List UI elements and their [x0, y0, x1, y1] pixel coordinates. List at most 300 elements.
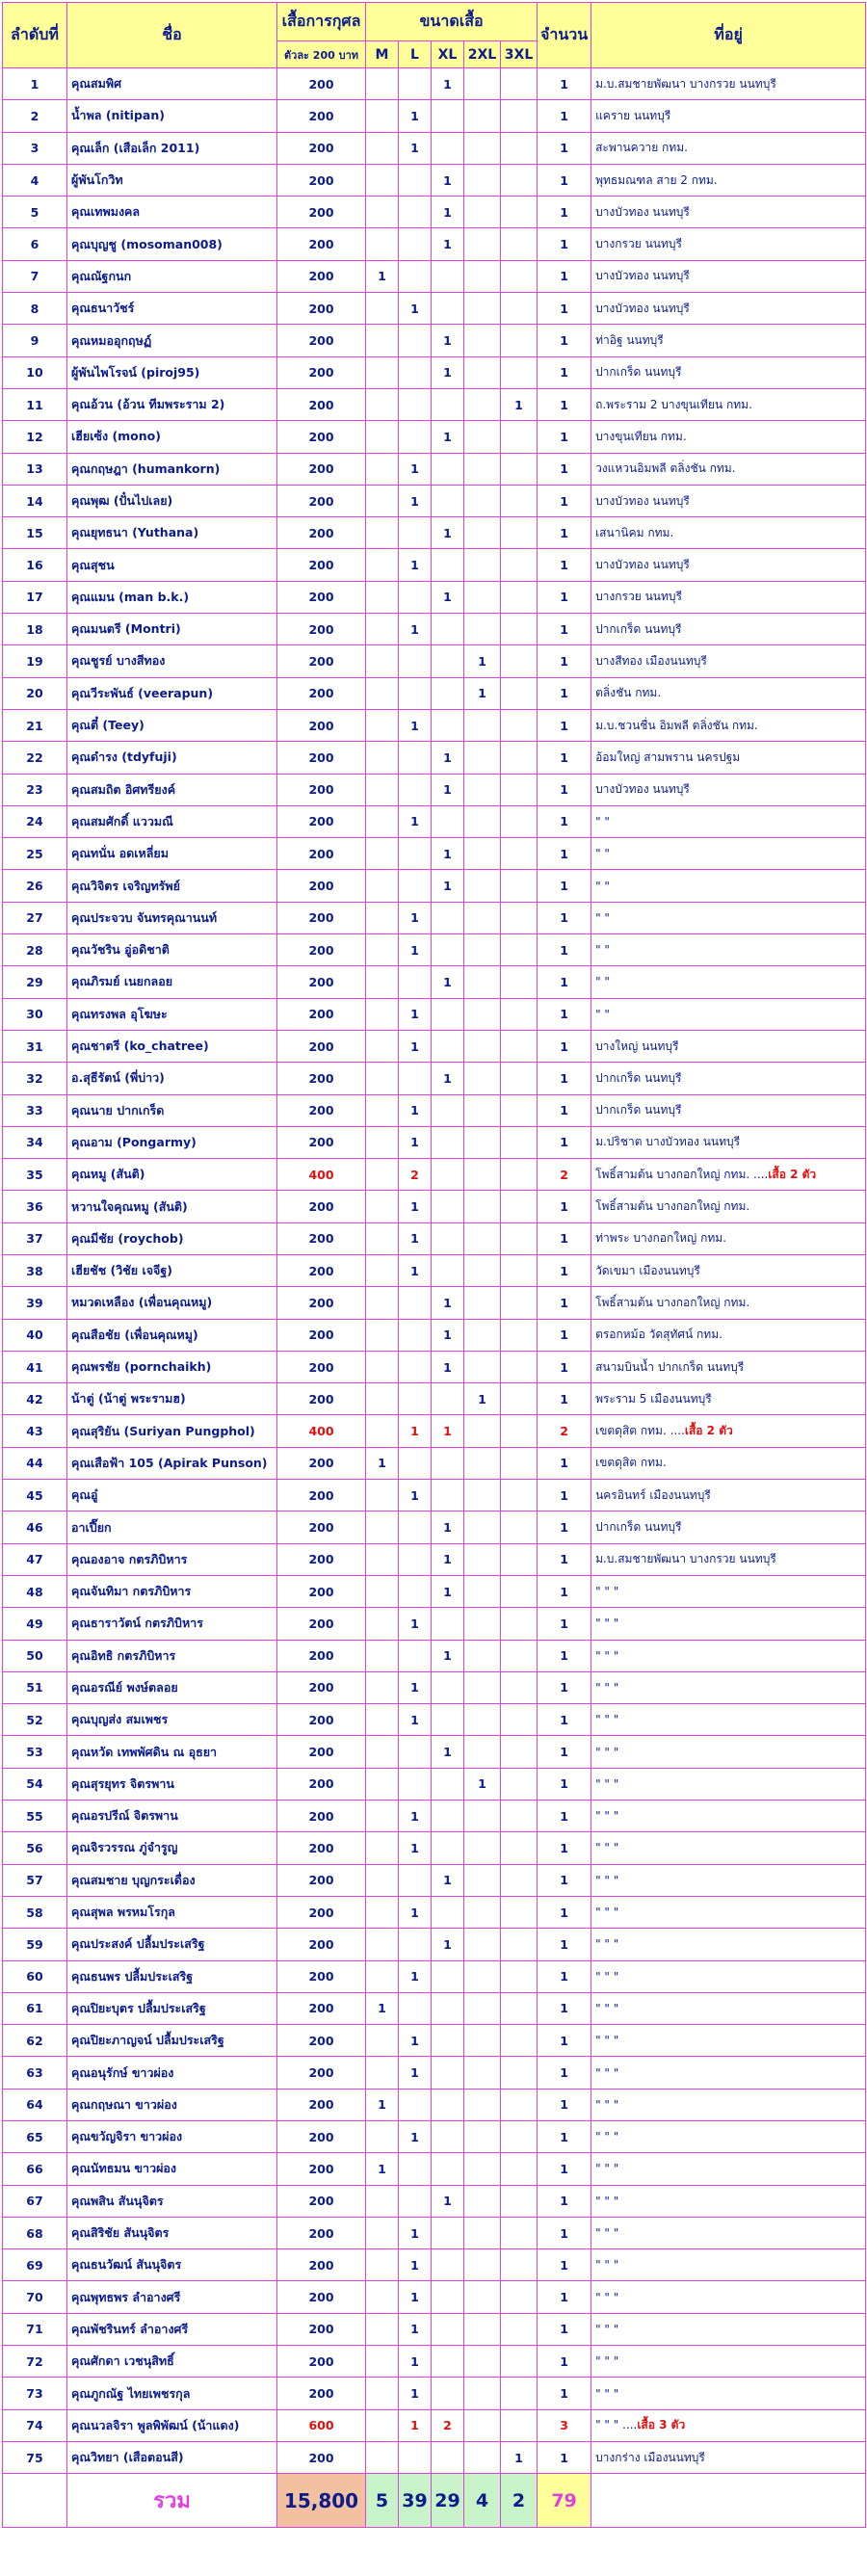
- header-size-3xl: 3XL: [501, 41, 538, 68]
- row-qty: 1: [538, 1575, 591, 1607]
- row-size-3xl: [501, 709, 538, 741]
- row-size-2xl: 1: [464, 645, 501, 677]
- row-address-text: " " ": [595, 1906, 619, 1920]
- row-size-xl: [432, 1768, 464, 1800]
- row-size-xl: [432, 1094, 464, 1126]
- row-size-xl: [432, 1030, 464, 1062]
- row-name: คุณพรชัย (pornchaikh): [67, 1351, 277, 1382]
- row-qty: 1: [538, 1287, 591, 1319]
- row-address: [591, 1511, 866, 1543]
- row-price: 200: [277, 805, 366, 837]
- row-address-text: " " ": [595, 2034, 619, 2048]
- row-qty: 1: [538, 549, 591, 581]
- row-size-l: [399, 2089, 432, 2120]
- row-no: 60: [3, 1960, 67, 1992]
- row-address: [591, 1254, 866, 1286]
- row-price: 200: [277, 1992, 366, 2024]
- row-price: 200: [277, 2281, 366, 2313]
- row-address: [591, 1864, 866, 1896]
- row-price: 200: [277, 1094, 366, 1126]
- row-size-2xl: [464, 421, 501, 453]
- table-row: [3, 1415, 866, 1447]
- row-size-2xl: [464, 2249, 501, 2281]
- row-size-3xl: [501, 1704, 538, 1736]
- row-address-text: บางกรวย นนทบุรี: [595, 237, 682, 251]
- row-price: 200: [277, 1704, 366, 1736]
- row-size-l: [399, 1543, 432, 1575]
- row-qty: 3: [538, 2409, 591, 2441]
- row-qty: 1: [538, 1608, 591, 1640]
- row-no: 68: [3, 2217, 67, 2248]
- row-size-l: 1: [399, 1608, 432, 1640]
- row-size-l: [399, 774, 432, 805]
- row-size-2xl: [464, 1480, 501, 1511]
- row-size-xl: [432, 1191, 464, 1222]
- row-price: 200: [277, 2441, 366, 2473]
- row-size-l: [399, 1063, 432, 1094]
- row-price: 200: [277, 1640, 366, 1671]
- row-name: คุณบุญชู (mosoman008): [67, 228, 277, 260]
- row-no: 4: [3, 164, 67, 196]
- row-no: 59: [3, 1929, 67, 1960]
- table-row: [3, 2249, 866, 2281]
- row-price: 200: [277, 2057, 366, 2089]
- row-size-2xl: [464, 1511, 501, 1543]
- row-size-l: 1: [399, 1191, 432, 1222]
- row-name: คุณธนาวัชร์: [67, 293, 277, 325]
- row-size-3xl: [501, 2153, 538, 2185]
- row-size-3xl: [501, 1254, 538, 1286]
- table-row: [3, 966, 866, 998]
- row-price: 200: [277, 1191, 366, 1222]
- table-row: [3, 453, 866, 485]
- row-size-xl: 1: [432, 1287, 464, 1319]
- row-size-xl: [432, 1960, 464, 1992]
- table-row: [3, 68, 866, 100]
- row-price: 200: [277, 260, 366, 292]
- row-address-text: บางขุนเทียน กทม.: [595, 429, 687, 443]
- row-qty: 1: [538, 2057, 591, 2089]
- row-size-m: [366, 2025, 399, 2057]
- row-size-xl: [432, 2378, 464, 2409]
- row-size-l: 1: [399, 1030, 432, 1062]
- row-address: [591, 1640, 866, 1671]
- row-address-text: ม.บ.ชวนชื่น อิมพลี ตลิ่งชัน กทม.: [595, 718, 758, 732]
- row-size-l: [399, 1736, 432, 1768]
- row-size-3xl: [501, 1094, 538, 1126]
- row-no: 47: [3, 1543, 67, 1575]
- row-address-text: โพธิ์สามต้น บางกอกใหญ่ กทม. ....: [595, 1167, 769, 1181]
- row-size-m: [366, 1063, 399, 1094]
- row-name: คุณวีระพันธ์ (veerapun): [67, 677, 277, 709]
- row-size-m: [366, 1222, 399, 1254]
- row-size-3xl: [501, 902, 538, 933]
- row-qty: 1: [538, 614, 591, 645]
- row-address-text: บางบัวทอง นนทบุรี: [595, 204, 690, 219]
- row-size-l: 1: [399, 805, 432, 837]
- row-address-text: สะพานควาย กทม.: [595, 141, 688, 155]
- row-size-3xl: [501, 581, 538, 613]
- table-row: [3, 164, 866, 196]
- row-address-text: ท่าอิฐ นนทบุรี: [595, 333, 664, 348]
- row-size-2xl: [464, 1929, 501, 1960]
- row-address: [591, 1447, 866, 1479]
- row-name: คุณพสิน สันนุจิตร: [67, 2185, 277, 2217]
- header-size-group: ขนาดเสื้อ: [366, 3, 538, 41]
- row-size-m: [366, 774, 399, 805]
- row-size-m: [366, 2378, 399, 2409]
- row-no: 35: [3, 1159, 67, 1191]
- row-qty: 1: [538, 1063, 591, 1094]
- row-qty: 1: [538, 2313, 591, 2345]
- table-row: [3, 2313, 866, 2345]
- row-size-2xl: [464, 68, 501, 100]
- row-address-text: โพธิ์สามต้น บางกอกใหญ่ กทม.: [595, 1295, 750, 1309]
- row-name: คุณสุรยุทร จิตรพาน: [67, 1768, 277, 1800]
- row-qty: 1: [538, 581, 591, 613]
- row-no: 61: [3, 1992, 67, 2024]
- row-no: 12: [3, 421, 67, 453]
- row-no: 65: [3, 2121, 67, 2153]
- row-price: 200: [277, 228, 366, 260]
- total-row: [3, 2474, 866, 2528]
- row-qty: 1: [538, 228, 591, 260]
- row-name: น้ำพล (nitipan): [67, 100, 277, 132]
- row-size-l: 1: [399, 100, 432, 132]
- header-size-m: M: [366, 41, 399, 68]
- row-price: 200: [277, 2153, 366, 2185]
- header-size-2xl: 2XL: [464, 41, 501, 68]
- row-name: คุณสือชัย (เพื่อนคุณหมู): [67, 1319, 277, 1351]
- row-address: [591, 1832, 866, 1864]
- row-size-2xl: [464, 870, 501, 902]
- row-size-m: [366, 1319, 399, 1351]
- row-price: 200: [277, 1063, 366, 1094]
- table-row: [3, 1543, 866, 1575]
- row-name: คุณนวลจิรา พูลพิพัฒน์ (น้าแดง): [67, 2409, 277, 2441]
- row-price: 200: [277, 1864, 366, 1896]
- row-size-2xl: [464, 902, 501, 933]
- row-qty: 1: [538, 1222, 591, 1254]
- row-address-text: " " ": [595, 2097, 619, 2112]
- row-name: คุณพัชรินทร์ ลำอางศรี: [67, 2313, 277, 2345]
- row-qty: 1: [538, 1832, 591, 1864]
- table-row: [3, 614, 866, 645]
- row-size-2xl: [464, 1415, 501, 1447]
- row-size-xl: 1: [432, 197, 464, 228]
- row-address: [591, 2217, 866, 2248]
- row-address: [591, 1992, 866, 2024]
- table-row: [3, 1704, 866, 1736]
- row-address: [591, 1415, 866, 1447]
- row-address-text: " " ": [595, 1648, 619, 1663]
- row-name: หวานใจคุณหมู (สันติ): [67, 1191, 277, 1222]
- table-row: [3, 2409, 866, 2441]
- row-size-2xl: [464, 1222, 501, 1254]
- row-size-xl: 1: [432, 1640, 464, 1671]
- row-address: [591, 2121, 866, 2153]
- row-no: 56: [3, 1832, 67, 1864]
- row-no: 48: [3, 1575, 67, 1607]
- row-qty: 1: [538, 2121, 591, 2153]
- row-no: 13: [3, 453, 67, 485]
- row-address: [591, 1480, 866, 1511]
- row-size-2xl: [464, 356, 501, 388]
- row-size-xl: 1: [432, 421, 464, 453]
- row-address: [591, 742, 866, 774]
- table-row: [3, 1640, 866, 1671]
- row-size-2xl: [464, 614, 501, 645]
- row-address-text: " " ": [595, 2194, 619, 2208]
- row-name: คุณยุทธนา (Yuthana): [67, 517, 277, 549]
- row-address-text: แคราย นนทบุรี: [595, 108, 671, 122]
- row-name: คุณภูกณัฐ ไทยเพชรกุล: [67, 2378, 277, 2409]
- row-name: คุณกฤษฎา (humankorn): [67, 453, 277, 485]
- row-address: [591, 2281, 866, 2313]
- row-price: 200: [277, 998, 366, 1030]
- row-size-xl: [432, 1671, 464, 1703]
- row-size-xl: [432, 388, 464, 420]
- row-address-text: " ": [595, 975, 610, 989]
- table-row: [3, 1447, 866, 1479]
- row-price: 200: [277, 421, 366, 453]
- row-size-m: [366, 388, 399, 420]
- table-row: [3, 934, 866, 966]
- row-size-l: [399, 388, 432, 420]
- row-size-2xl: [464, 1992, 501, 2024]
- row-size-m: [366, 325, 399, 356]
- row-address-text: " " ": [595, 2001, 619, 2015]
- header-no: ลำดับที่: [3, 3, 67, 68]
- row-no: 41: [3, 1351, 67, 1382]
- row-price: 400: [277, 1415, 366, 1447]
- table-row: [3, 1864, 866, 1896]
- header-size-l: L: [399, 41, 432, 68]
- row-size-l: 1: [399, 2057, 432, 2089]
- row-no: 75: [3, 2441, 67, 2473]
- row-address-text: บางบัวทอง นนทบุรี: [595, 558, 690, 572]
- row-size-2xl: [464, 197, 501, 228]
- row-no: 64: [3, 2089, 67, 2120]
- row-size-2xl: [464, 1640, 501, 1671]
- row-name: คุณอรณีย์ พงษ์ตลอย: [67, 1671, 277, 1703]
- row-size-l: 1: [399, 2025, 432, 2057]
- row-size-2xl: [464, 838, 501, 870]
- row-size-3xl: [501, 1801, 538, 1832]
- row-no: 7: [3, 260, 67, 292]
- row-size-xl: 1: [432, 1575, 464, 1607]
- row-address: [591, 2089, 866, 2120]
- row-name: คุณอู๋: [67, 1480, 277, 1511]
- row-size-3xl: [501, 998, 538, 1030]
- table-row: [3, 1768, 866, 1800]
- row-name: คุณพุฒ (ปั๋นไปเลย): [67, 485, 277, 516]
- row-name: อ.สุธีรัตน์ (พี่บ่าว): [67, 1063, 277, 1094]
- row-size-l: 1: [399, 2217, 432, 2248]
- row-size-3xl: [501, 1640, 538, 1671]
- row-qty: 1: [538, 1126, 591, 1158]
- row-price: 200: [277, 614, 366, 645]
- row-qty: 1: [538, 293, 591, 325]
- total-qty: 79: [538, 2474, 591, 2528]
- row-address-text: ม.ปริชาต บางบัวทอง นนทบุรี: [595, 1135, 741, 1149]
- row-address-note: เสื้อ 2 ตัว: [768, 1167, 817, 1181]
- row-no: 49: [3, 1608, 67, 1640]
- total-address-blank: [591, 2474, 866, 2528]
- row-address-text: " " ": [595, 1585, 619, 1599]
- row-name: คุณองอาจ กตรภิบิหาร: [67, 1543, 277, 1575]
- row-name: คุณเทพมงคล: [67, 197, 277, 228]
- row-price: 200: [277, 2313, 366, 2345]
- table-row: [3, 1126, 866, 1158]
- row-address: [591, 1383, 866, 1415]
- row-address: [591, 100, 866, 132]
- row-address: [591, 1736, 866, 1768]
- row-name: คุณสุริยัน (Suriyan Pungphol): [67, 1415, 277, 1447]
- row-address: [591, 1768, 866, 1800]
- row-size-l: 1: [399, 1704, 432, 1736]
- row-price: 200: [277, 2089, 366, 2120]
- row-qty: 1: [538, 1704, 591, 1736]
- row-address-text: เขตดุสิต กทม.: [595, 1456, 667, 1470]
- row-qty: 1: [538, 742, 591, 774]
- row-size-l: [399, 838, 432, 870]
- row-size-xl: 1: [432, 1319, 464, 1351]
- row-size-xl: [432, 2057, 464, 2089]
- row-name: คุณสมถิต อิศทรียงค์: [67, 774, 277, 805]
- table-row: [3, 1319, 866, 1351]
- row-no: 40: [3, 1319, 67, 1351]
- row-size-l: 1: [399, 2346, 432, 2378]
- row-size-l: 1: [399, 293, 432, 325]
- row-size-m: [366, 838, 399, 870]
- row-no: 37: [3, 1222, 67, 1254]
- row-size-l: [399, 870, 432, 902]
- row-size-2xl: 1: [464, 1383, 501, 1415]
- row-address-text: " " ": [595, 1745, 619, 1759]
- row-address-text: ท่าพระ บางกอกใหญ่ กทม.: [595, 1231, 726, 1246]
- row-size-m: [366, 1383, 399, 1415]
- table-row: [3, 1159, 866, 1191]
- table-row: [3, 774, 866, 805]
- row-size-2xl: [464, 1063, 501, 1094]
- row-size-m: [366, 1415, 399, 1447]
- row-qty: 1: [538, 2378, 591, 2409]
- row-qty: 1: [538, 2441, 591, 2473]
- row-no: 69: [3, 2249, 67, 2281]
- row-address-text: วัดเขมา เมืองนนทบุรี: [595, 1263, 700, 1277]
- row-size-m: [366, 1351, 399, 1382]
- row-name: คุณกฤษณา ขาวผ่อง: [67, 2089, 277, 2120]
- row-size-xl: 1: [432, 838, 464, 870]
- row-no: 9: [3, 325, 67, 356]
- row-size-m: [366, 1254, 399, 1286]
- row-size-xl: 1: [432, 742, 464, 774]
- row-size-3xl: 1: [501, 388, 538, 420]
- row-size-l: 1: [399, 485, 432, 516]
- row-size-2xl: [464, 1030, 501, 1062]
- row-qty: 1: [538, 1351, 591, 1382]
- row-size-xl: [432, 1608, 464, 1640]
- row-address-text: " " ": [595, 2130, 619, 2144]
- row-address-text: เขตดุสิต กทม. ....: [595, 1424, 685, 1438]
- row-size-xl: 1: [432, 1543, 464, 1575]
- row-size-2xl: [464, 1960, 501, 1992]
- table-row: [3, 293, 866, 325]
- row-size-3xl: [501, 645, 538, 677]
- row-size-m: [366, 902, 399, 933]
- row-price: 200: [277, 2025, 366, 2057]
- row-address: [591, 805, 866, 837]
- row-no: 31: [3, 1030, 67, 1062]
- row-size-m: [366, 1640, 399, 1671]
- row-size-m: [366, 2281, 399, 2313]
- row-size-2xl: [464, 1126, 501, 1158]
- row-address: [591, 1191, 866, 1222]
- row-no: 53: [3, 1736, 67, 1768]
- row-size-2xl: [464, 2121, 501, 2153]
- row-size-3xl: [501, 228, 538, 260]
- row-size-xl: 1: [432, 1929, 464, 1960]
- row-address-text: " " ": [595, 2386, 619, 2401]
- row-name: คุณเสือฟ้า 105 (Apirak Punson): [67, 1447, 277, 1479]
- row-size-l: 1: [399, 1094, 432, 1126]
- row-qty: 1: [538, 1768, 591, 1800]
- header-name: ชื่อ: [67, 3, 277, 68]
- row-size-xl: [432, 902, 464, 933]
- total-blank-cell: [3, 2474, 67, 2528]
- total-size-xl: 29: [432, 2474, 464, 2528]
- row-size-2xl: [464, 2025, 501, 2057]
- row-qty: 1: [538, 421, 591, 453]
- row-qty: 1: [538, 2281, 591, 2313]
- row-address-text: ปากเกร็ด นนทบุรี: [595, 621, 682, 636]
- row-no: 25: [3, 838, 67, 870]
- row-name: เฮียเซ้ง (mono): [67, 421, 277, 453]
- row-size-3xl: [501, 260, 538, 292]
- row-size-3xl: [501, 1222, 538, 1254]
- row-name: ผู้พันโกวิท: [67, 164, 277, 196]
- row-no: 67: [3, 2185, 67, 2217]
- row-qty: 1: [538, 2217, 591, 2248]
- row-price: 200: [277, 1768, 366, 1800]
- row-size-m: [366, 677, 399, 709]
- row-name: คุณบุญส่ง สมเพชร: [67, 1704, 277, 1736]
- row-qty: 1: [538, 2153, 591, 2185]
- row-address: [591, 1960, 866, 1992]
- row-address: [591, 197, 866, 228]
- row-size-xl: 1: [432, 870, 464, 902]
- row-size-l: [399, 1929, 432, 1960]
- row-qty: 1: [538, 1511, 591, 1543]
- row-address: [591, 1896, 866, 1928]
- row-address-text: บางกร่าง เมืองนนทบุรี: [595, 2450, 705, 2464]
- row-qty: 1: [538, 677, 591, 709]
- row-size-3xl: [501, 1351, 538, 1382]
- row-size-xl: 1: [432, 325, 464, 356]
- row-price: 200: [277, 132, 366, 164]
- row-size-3xl: [501, 2346, 538, 2378]
- row-size-2xl: [464, 774, 501, 805]
- row-size-m: [366, 934, 399, 966]
- row-size-3xl: [501, 2057, 538, 2089]
- row-size-m: [366, 132, 399, 164]
- row-size-xl: [432, 132, 464, 164]
- row-address-text: โพธิ์สามต้น บางกอกใหญ่ กทม.: [595, 1199, 750, 1214]
- row-qty: 1: [538, 1094, 591, 1126]
- header-qty: จำนวน: [538, 3, 591, 68]
- row-size-l: 1: [399, 934, 432, 966]
